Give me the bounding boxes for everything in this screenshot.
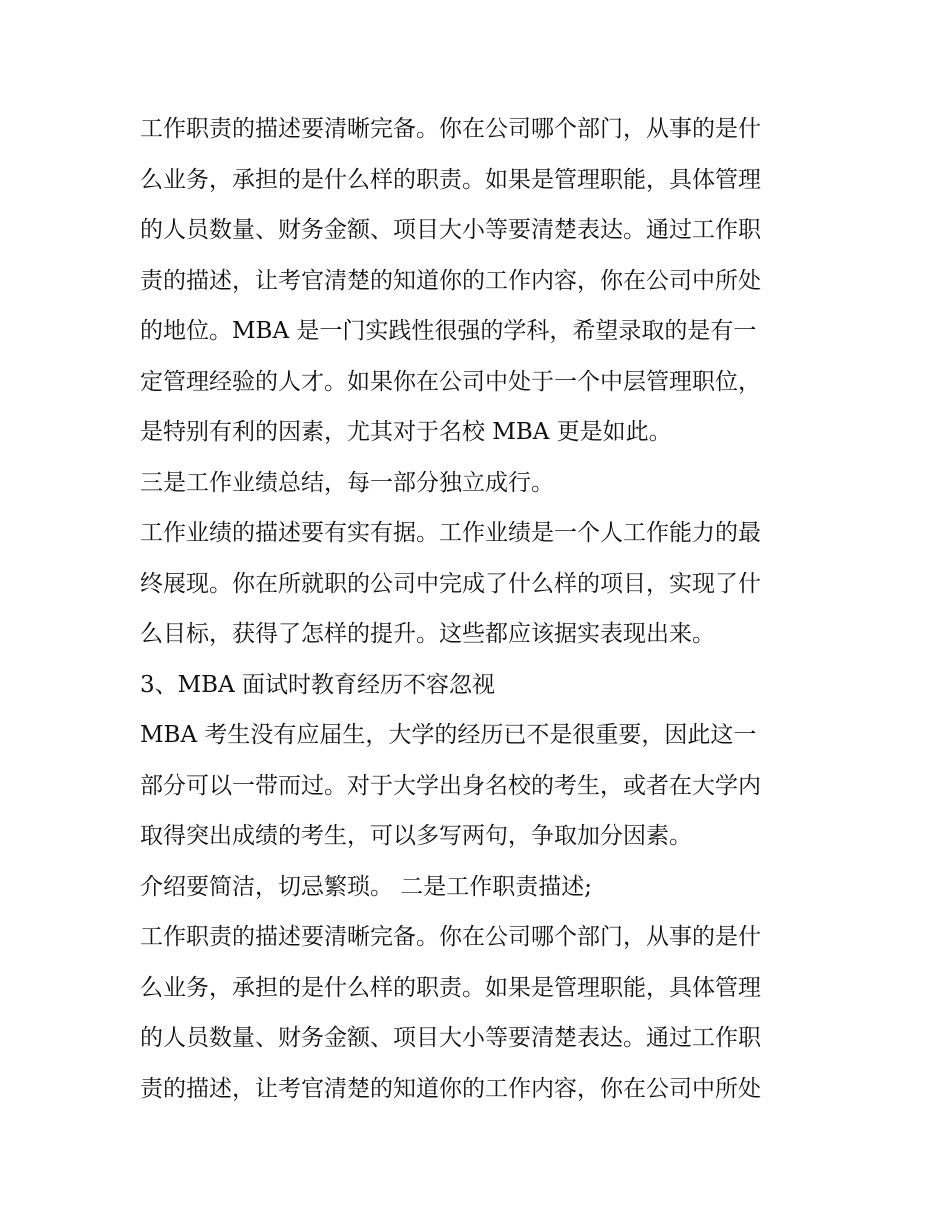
text-line: 的地位。MBA 是一门实践性很强的学科，希望录取的是有一 [140,318,757,344]
text-line: 么业务，承担的是什么样的职责。如果是管理职能，具体管理 [140,166,761,193]
text-line: 是特别有利的因素，尤其对于名校 MBA 更是如此。 [140,419,672,445]
document-body [140,104,820,1114]
text-line: 责的描述，让考官清楚的知道你的工作内容，你在公司中所处 [140,267,761,294]
text-line: 的人员数量、财务金额、项目大小等要清楚表达。通过工作职 [140,1025,761,1051]
text-line: 工作职责的描述要清晰完备。你在公司哪个部门，从事的是什 [140,116,761,142]
section-heading: 三是工作业绩总结，每一部分独立成行。 [140,469,554,496]
text-line: 么目标，获得了怎样的提升。这些都应该据实表现出来。 [140,621,715,647]
text-line: 责的描述，让考官清楚的知道你的工作内容，你在公司中所处 [140,1075,761,1102]
text-line: 么业务，承担的是什么样的职责。如果是管理职能，具体管理 [140,974,761,1001]
text-line: 工作业绩的描述要有实有据。工作业绩是一个人工作能力的最 [140,520,761,546]
text-line: 的人员数量、财务金额、项目大小等要清楚表达。通过工作职 [140,217,761,243]
text-line: 部分可以一带而过。对于大学出身名校的考生，或者在大学内 [140,772,761,799]
text-line: 取得突出成绩的考生，可以多写两句，争取加分因素。 [140,823,692,849]
text-line: 工作职责的描述要清晰完备。你在公司哪个部门，从事的是什 [140,924,761,950]
section-heading: 3、MBA 面试时教育经历不容忽视 [140,671,496,698]
text-line: MBA 考生没有应届生，大学的经历已不是很重要，因此这一 [140,722,757,748]
text-line: 定管理经验的人才。如果你在公司中处于一个中层管理职位， [140,368,761,395]
section-heading: 介绍要简洁，切忌繁琐。 二是工作职责描述; [140,873,593,900]
text-line: 终展现。你在所就职的公司中完成了什么样的项目，实现了什 [140,570,761,597]
